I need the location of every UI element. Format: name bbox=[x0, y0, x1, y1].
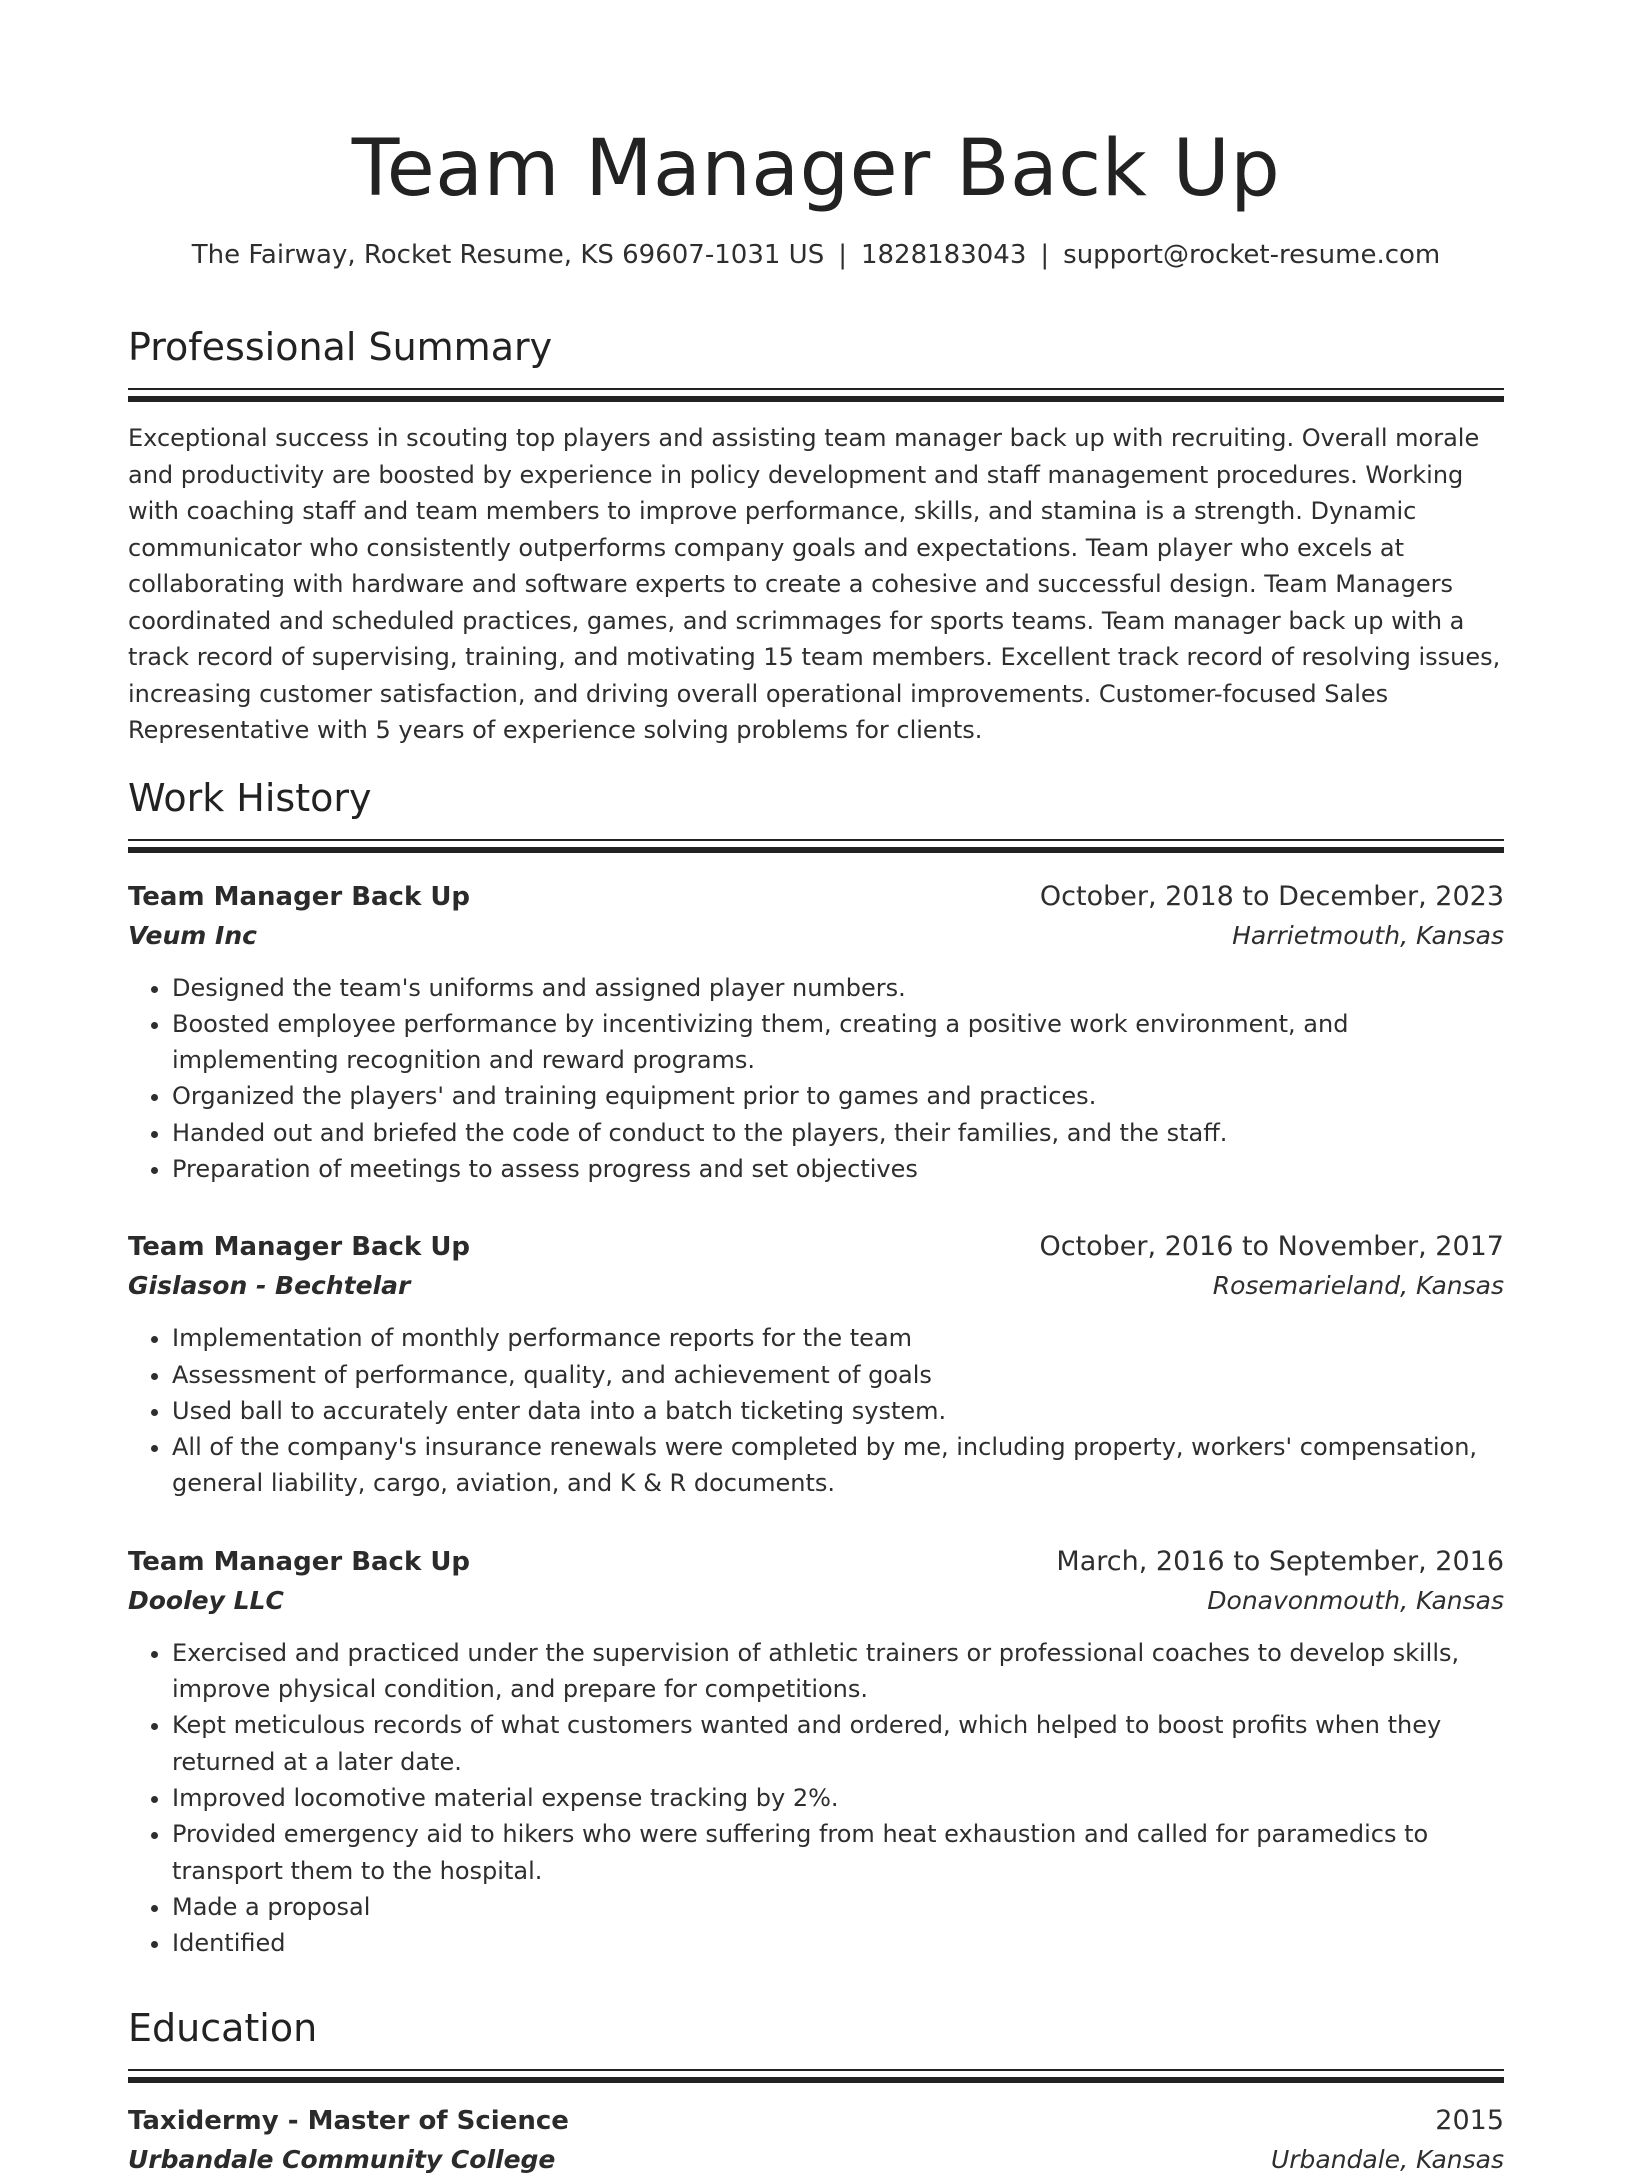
job-bullet: • All of the company's insurance renewals were completed by me, including property, workers' compensation, general liability, cargo, aviation, and K & R documents. bbox=[172, 1429, 1504, 1502]
education-degree: Taxidermy - Master of Science bbox=[128, 2106, 569, 2137]
section-divider bbox=[128, 2069, 1504, 2083]
job-entry bbox=[128, 879, 1504, 1188]
job-bullet: • Boosted employee performance by incentivizing them, creating a positive work environment, and implementing recognition and reward programs. bbox=[172, 1006, 1504, 1079]
work-history-section bbox=[128, 775, 1504, 1962]
contact-line bbox=[128, 238, 1504, 272]
job-bullet: • Exercised and practiced under the supervision of athletic trainers or professional coaches to develop skills, improve physical condition, and prepare for competitions. bbox=[172, 1635, 1504, 1708]
education-entry bbox=[128, 2103, 1504, 2178]
contact-address: The Fairway, Rocket Resume, KS 69607-1031 US bbox=[191, 240, 825, 270]
job-title: Team Manager Back Up bbox=[128, 881, 471, 912]
resume-name: Team Manager Back Up bbox=[351, 124, 1281, 214]
contact-separator: | bbox=[1040, 240, 1050, 270]
summary-section bbox=[128, 324, 1504, 749]
job-entry bbox=[128, 1544, 1504, 1962]
job-bullet: • Preparation of meetings to assess progress and set objectives bbox=[172, 1151, 1504, 1187]
section-divider bbox=[128, 839, 1504, 853]
job-title: Team Manager Back Up bbox=[128, 1232, 471, 1263]
contact-phone: 1828183043 bbox=[860, 240, 1027, 270]
education-location: Urbandale, Kansas bbox=[1270, 2145, 1504, 2175]
job-bullets bbox=[128, 1320, 1504, 1501]
job-bullet: • Handed out and briefed the code of conduct to the players, their families, and the staff. bbox=[172, 1115, 1504, 1151]
summary-heading: Professional Summary bbox=[128, 325, 553, 369]
job-dates: October, 2016 to November, 2017 bbox=[1039, 1231, 1504, 1263]
job-location: Harrietmouth, Kansas bbox=[1232, 920, 1504, 950]
education-year: 2015 bbox=[1435, 2105, 1504, 2137]
job-title: Team Manager Back Up bbox=[128, 1546, 471, 1577]
job-dates: March, 2016 to September, 2016 bbox=[1056, 1545, 1504, 1577]
contact-separator: | bbox=[838, 240, 847, 270]
job-bullet: • Identified bbox=[172, 1925, 1504, 1961]
resume-content bbox=[128, 0, 1504, 2178]
job-bullet: • Used ball to accurately enter data into a batch ticketing system. bbox=[172, 1393, 1504, 1429]
summary-text: Exceptional success in scouting top players and assisting team manager back up with recruiting. Overall morale and productivity are boosted by experience in policy development and staff management procedures. Working with coaching staff and team members to improve performance, skills, and stamina is a strength. Dynamic communicator who consistently outperforms company goals and expectations. Team player who excels at collaborating with hardware and software experts to create a cohesive and successful design. Team Managers coordinated and scheduled practices, games, and scrimmages for sports teams. Team manager back up with a track record of supervising, training, and motivating 15 team members. Excellent track record of resolving issues, increasing customer satisfaction, and driving overall operational improvements. Customer-focused Sales Representative with 5 years of experience solving problems for clients. bbox=[128, 424, 1501, 744]
job-bullets bbox=[128, 1635, 1504, 1962]
work-history-heading: Work History bbox=[128, 775, 372, 820]
job-bullet: • Provided emergency aid to hikers who were suffering from heat exhaustion and called for paramedics to transport them to the hospital. bbox=[172, 1816, 1504, 1889]
job-location: Rosemarieland, Kansas bbox=[1212, 1271, 1504, 1301]
job-company: Gislason - Bechtelar bbox=[128, 1271, 411, 1301]
education-heading: Education bbox=[128, 2006, 318, 2051]
job-bullets bbox=[128, 970, 1504, 1188]
contact-email[interactable]: support@rocket-resume.com bbox=[1063, 240, 1441, 270]
job-bullet: • Improved locomotive material expense tracking by 2%. bbox=[172, 1780, 1504, 1816]
job-dates: October, 2018 to December, 2023 bbox=[1039, 880, 1504, 912]
education-school: Urbandale Community College bbox=[128, 2145, 556, 2175]
job-company: Veum Inc bbox=[128, 920, 257, 950]
job-bullet: • Kept meticulous records of what customers wanted and ordered, which helped to boost profits when they returned at a later date. bbox=[172, 1707, 1504, 1780]
job-company: Dooley LLC bbox=[128, 1585, 284, 1615]
job-bullet: • Designed the team's uniforms and assigned player numbers. bbox=[172, 970, 1504, 1006]
job-bullet: • Assessment of performance, quality, and achievement of goals bbox=[172, 1357, 1504, 1393]
job-entry bbox=[128, 1229, 1504, 1501]
education-section bbox=[128, 2005, 1504, 2178]
job-bullet: • Organized the players' and training equipment prior to games and practices. bbox=[172, 1078, 1504, 1114]
job-bullet: • Implementation of monthly performance reports for the team bbox=[172, 1320, 1504, 1356]
job-bullet: • Made a proposal bbox=[172, 1889, 1504, 1925]
section-divider bbox=[128, 388, 1504, 402]
job-location: Donavonmouth, Kansas bbox=[1207, 1585, 1504, 1615]
